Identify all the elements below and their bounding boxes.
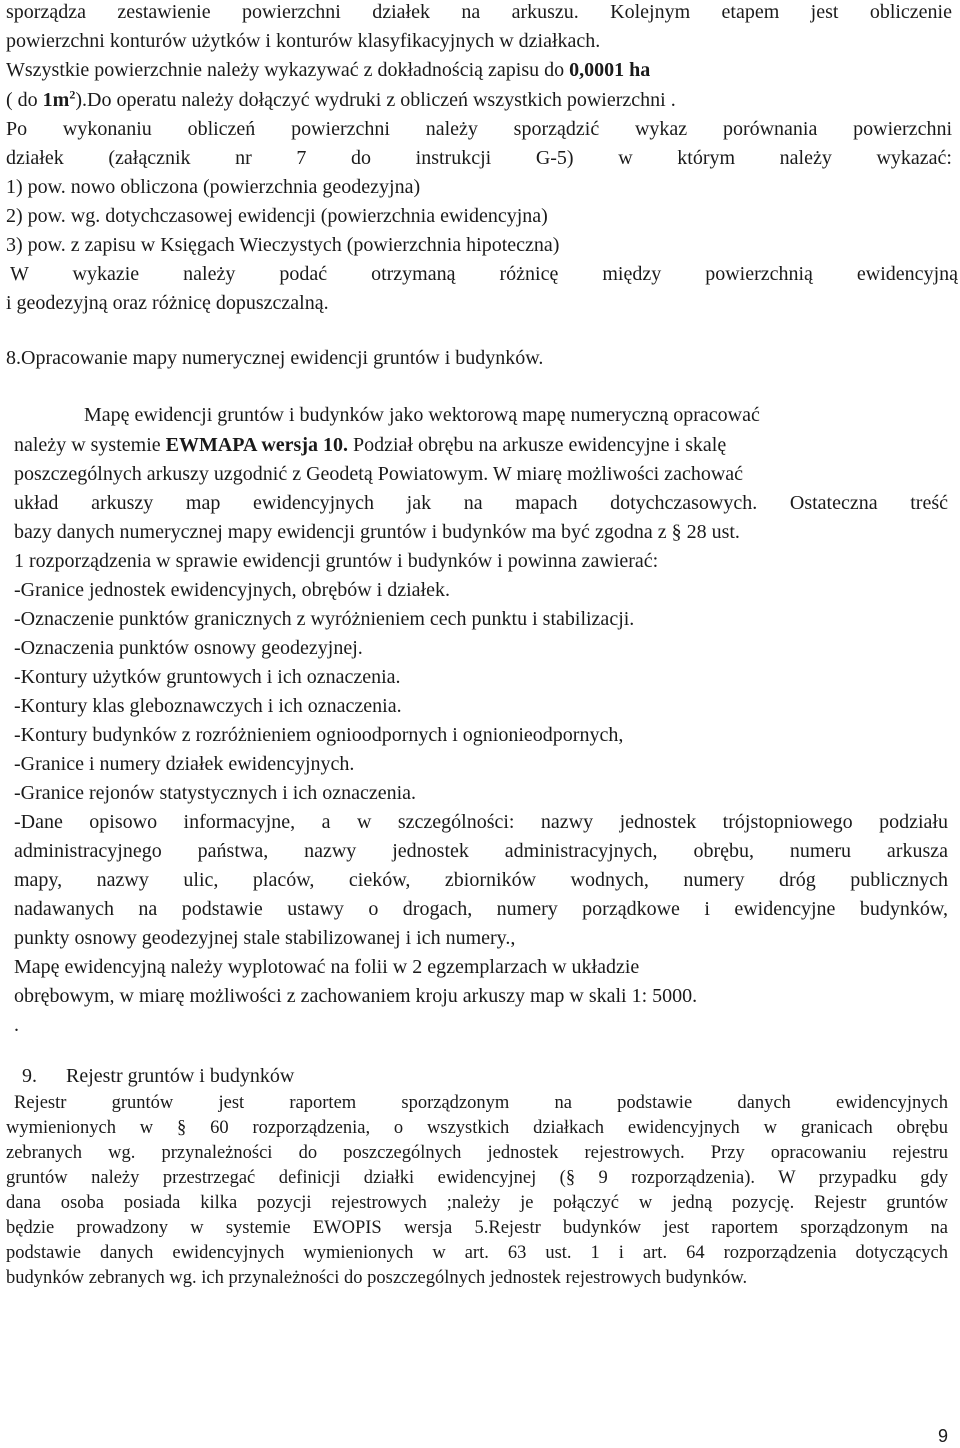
map-output-line-1: Mapę ewidencyjną należy wyplotować na folii w 2 egzemplarzach w układzie (14, 956, 640, 978)
intro-line-3 (6, 58, 650, 82)
intro-line-3-text: Wszystkie powierzchnie należy wykazywać z dokładnością zapisu do (6, 59, 570, 81)
descriptive-data-line-4: nadawanych na podstawie ustawy o drogach, numery porządkowe i ewidencyjne budynków, (14, 898, 948, 920)
section-9-heading: Rejestr gruntów i budynków (66, 1065, 295, 1087)
page-number: 9 (937, 1426, 948, 1446)
register-line-4: gruntów należy przestrzegać definicji działki ewidencyjnej (§ 9 rozporządzenia). W przypadku gdy (6, 1168, 948, 1188)
intro-line-5: Po wykonaniu obliczeń powierzchni należy sporządzić wykaz porównania powierzchni (6, 118, 952, 140)
content-list-item: -Granice rejonów statystycznych i ich oznaczenia. (14, 782, 417, 804)
register-line-8: budynków zebranych wg. ich przynależności do poszczególnych jednostek rejestrowych budynków. (6, 1268, 748, 1288)
register-line-3: zebranych wg. przynależności do poszczególnych jednostek rejestrowych. Przy opracowaniu rejestru (6, 1143, 948, 1163)
intro-line-4-close: ). (75, 89, 88, 111)
descriptive-data-line-2: administracyjnego państwa, nazwy jednostek administracyjnych, obrębu, numeru arkusza (14, 840, 948, 862)
section-8-line-2 (14, 433, 726, 457)
content-list-item: -Kontury klas gleboznawczych i ich oznaczenia. (14, 695, 402, 717)
register-line-6: będzie prowadzony w systemie EWOPIS wersja 5.Rejestr budynków jest raportem sporządzonym na (6, 1218, 948, 1238)
content-list-item: -Oznaczenie punktów granicznych z wyróżnieniem cech punktu i stabilizacji. (14, 608, 635, 630)
section-8-line-5: bazy danych numerycznej mapy ewidencji gruntów i budynków ma być zgodna z § 28 ust. (14, 521, 740, 543)
content-list-item: -Kontury budynków z rozróżnieniem ognioodpornych i ognionieodpornych, (14, 724, 624, 746)
content-list-item: -Granice i numery działek ewidencyjnych. (14, 753, 355, 775)
software-name: EWMAPA wersja 10. (165, 434, 348, 456)
register-line-5: dana osoba posiada kilka pozycji rejestrowych ;należy je połączyć w jedną pozycję. Rejestr gruntów (6, 1193, 948, 1213)
map-output-line-2: obrębowym, w miarę możliwości z zachowaniem kroju arkuszy map w skali 1: 5000. (14, 985, 698, 1007)
descriptive-data-line-1: -Dane opisowo informacyjne, a w szczególności: nazwy jednostek trójstopniowego podziału (14, 811, 948, 833)
section-8-heading: 8.Opracowanie mapy numerycznej ewidencji gruntów i budynków. (6, 347, 544, 369)
descriptive-data-line-5: punkty osnowy geodezyjnej stale stabilizowanej i ich numery., (14, 927, 516, 949)
register-line-7: podstawie danych ewidencyjnych wymienionych w art. 63 ust. 1 i art. 64 rozporządzenia dotyczących (6, 1243, 948, 1263)
precision-value: 0,0001 ha (569, 59, 651, 81)
intro-list-item-2: 2) pow. wg. dotychczasowej ewidencji (powierzchnia ewidencyjna) (6, 205, 548, 227)
unit-value (43, 89, 76, 111)
descriptive-data-line-3: mapy, nazwy ulic, placów, cieków, zbiorników wodnych, numery dróg publicznych (14, 869, 948, 891)
intro-line-4 (6, 88, 676, 112)
intro-list-item-3: 3) pow. z zapisu w Księgach Wieczystych (powierzchnia hipoteczna) (6, 234, 560, 256)
section-9-number: 9. (22, 1065, 37, 1087)
intro-line-10: W wykazie należy podać otrzymaną różnicę między powierzchnią ewidencyjną (10, 263, 958, 285)
unit-exponent: 2 (69, 87, 76, 102)
section-8-line-1: Mapę ewidencji gruntów i budynków jako wektorową mapę numeryczną opracować (84, 404, 760, 426)
intro-line-2: powierzchni konturów użytków i konturów klasyfikacyjnych w działkach. (6, 30, 601, 52)
section-8-line-6: 1 rozporządzenia w sprawie ewidencji gruntów i budynków i powinna zawierać: (14, 550, 659, 572)
intro-list-item-1: 1) pow. nowo obliczona (powierzchnia geodezyjna) (6, 176, 421, 198)
intro-line-4-open: ( do (6, 89, 43, 111)
intro-line-4-text: Do operatu należy dołączyć wydruki z obliczeń wszystkich powierzchni . (87, 89, 676, 111)
section-8-line-2-end: Podział obrębu na arkusze ewidencyjne i skalę (348, 434, 727, 456)
intro-line-1: sporządza zestawienie powierzchni działek na arkuszu. Kolejnym etapem jest obliczenie (6, 1, 952, 23)
register-line-2: wymienionych w § 60 rozporządzenia, o wszystkich działkach ewidencyjnych w granicach obrębu (6, 1118, 948, 1138)
intro-line-6: działek (załącznik nr 7 do instrukcji G-5) w którym należy wykazać: (6, 147, 952, 169)
section-8-line-2-start: należy w systemie (14, 434, 166, 456)
section-8-line-4: układ arkuszy map ewidencyjnych jak na mapach dotychczasowych. Ostateczna treść (14, 492, 948, 514)
stray-dot: . (14, 1014, 19, 1036)
unit-base: 1m (42, 89, 70, 111)
section-8-line-3: poszczególnych arkuszy uzgodnić z Geodetą Powiatowym. W miarę możliwości zachować (14, 463, 744, 485)
register-line-1: Rejestr gruntów jest raportem sporządzonym na podstawie danych ewidencyjnych (14, 1093, 948, 1113)
content-list-item: -Oznaczenia punktów osnowy geodezyjnej. (14, 637, 363, 659)
content-list-item: -Granice jednostek ewidencyjnych, obrębów i działek. (14, 579, 450, 601)
intro-line-11: i geodezyjną oraz różnicę dopuszczalną. (6, 292, 329, 314)
content-list-item: -Kontury użytków gruntowych i ich oznaczenia. (14, 666, 401, 688)
